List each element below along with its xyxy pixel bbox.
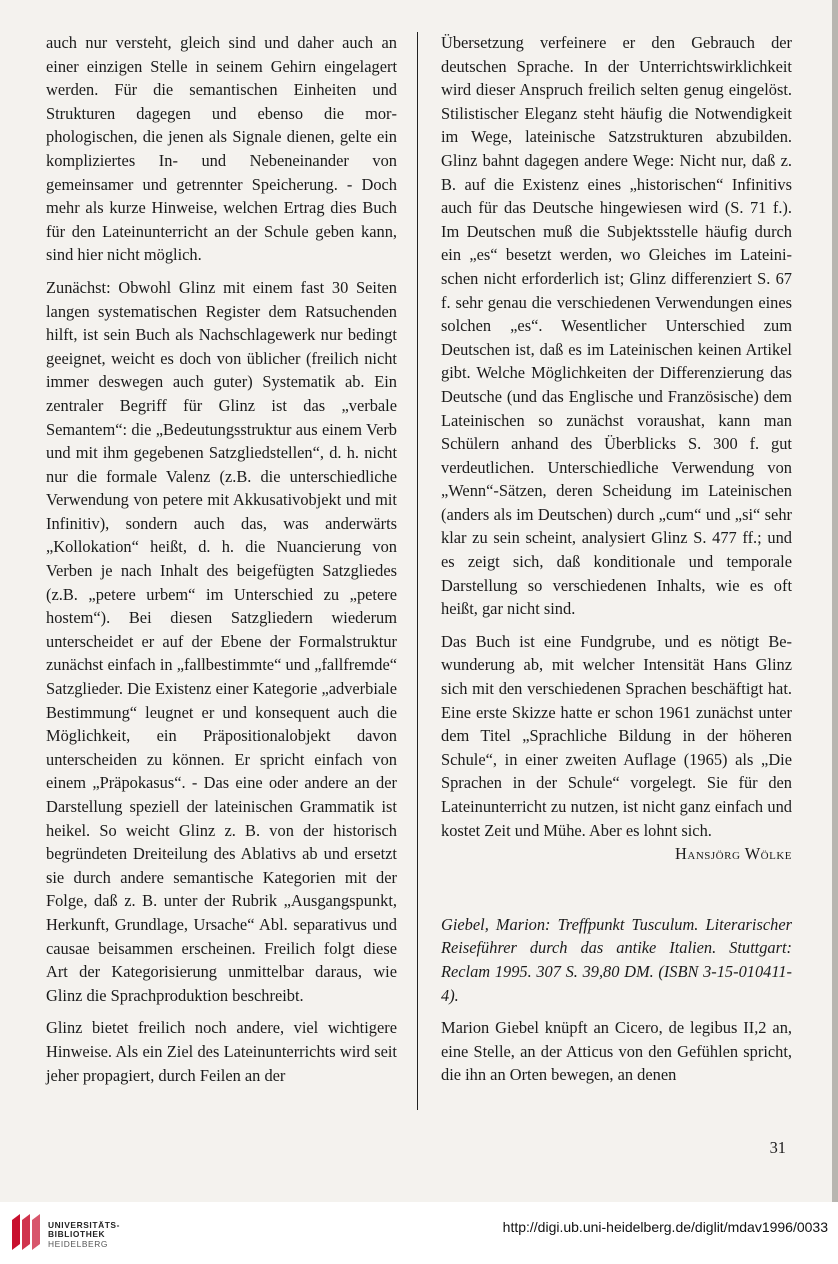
permalink-url[interactable]: http://digi.ub.uni-heidelberg.de/diglit/mdav1996/0033 xyxy=(502,1219,828,1235)
library-logo-icon xyxy=(8,1210,42,1254)
library-name-line: BIBLIOTHEK xyxy=(48,1229,106,1240)
paragraph: Übersetzung verfeinere er den Gebrauch der deutschen Sprache. In der Unterrichtswirklichkeit wird dieser Anspruch freilich selten genug eingelöst. Stilistischer Eleganz steht häufig die Notwendigkeit im Wege, lateinische Satzstrukturen abzubilden. Glinz bahnt dagegen andere Wege: Nicht nur, daß z. B. auf die Existenz eines „historischen“ Infinitivs auch für das Deutsche hingewiesen wird (S. 71 f.). Im Deutschen muß die Subjektsstelle häufig durch ein „es“ besetzt werden, wo Gleiches im Lateinischen nicht erforderlich ist; Glinz differenziert S. 67 f. sehr genau die verschiedenen Verwendungen eines solchen „es“. Wesentlicher Unterschied zum Deutschen ist, daß es im Lateinischen keinen Artikel gibt. Welche Möglichkeiten der Differenzierung das Deutsche (und das Englische und Französische) dem Lateinischen so zunächst voraushat, kann man Schülern anhand des Überblicks S. 300 f. gut verdeutlichen. Unterschiedliche Verwendung von „Wenn“-Sätzen, deren Scheidung im Lateinischen (anders als im Deutschen) durch „cum“ und „si“ sehr klar zu sein scheint, analysiert Glinz S. 477 ff.; und es zeigt sich, daß konditionale und temporale Darstellung so verschiedenen Inhalts, wie es oft heißt, gar nicht sind. xyxy=(441,33,792,619)
library-name-line: HEIDELBERG xyxy=(48,1238,108,1249)
column-divider xyxy=(417,32,418,1110)
library-name-line: UNIVERSITÄTS- xyxy=(48,1220,121,1230)
paragraph: Glinz bietet freilich noch andere, viel wichtigere Hinweise. Als ein Ziel des Lateinunterrichts wird seit jeher propagiert, durch Feilen an der xyxy=(46,1018,397,1085)
paragraph: Marion Giebel knüpft an Cicero, de legibus II,2 an, eine Stelle, an der Atticus von den Gefühlen spricht, die ihn an Orten bewegen, an denen xyxy=(441,1018,792,1085)
paragraph: auch nur versteht, gleich sind und daher auch an einer einzigen Stelle in seinem Gehirn eingelagert werden. Für die semantischen Einheiten und Strukturen dagegen und ebenso die morphologischen, die jenen als Signale dienen, gelte ein kompliziertes In- und Nebeneinander von gemeinsamer und getrennter Speicherung. - Doch mehr als kurze Hinweise, welchen Ertrag dies Buch für den Lateinunterricht an der Schule geben kann, sind hier nicht möglich. xyxy=(46,33,397,265)
left-column xyxy=(46,31,397,1087)
right-column xyxy=(441,31,792,1087)
viewer-footer xyxy=(0,1202,838,1264)
bibliography-entry: Giebel, Marion: Treffpunkt Tusculum. Literarischer Reiseführer durch das antike Italien. Stuttgart: Reclam 1995. 307 S. 39,80 DM. (ISBN 3-15-010411-4). xyxy=(441,914,792,1005)
section-gap xyxy=(441,875,792,913)
author-signature: Hansjörg Wölke xyxy=(675,844,792,864)
page-number: 31 xyxy=(769,1138,786,1157)
paragraph: Das Buch ist eine Fundgrube, und es nötigt Bewunderung ab, mit welcher Intensität Hans Glinz sich mit den verschiedenen Sprachen beschäftigt hat. Eine erste Skizze hatte er schon 1961 zunächst unter dem Titel „Sprachliche Bildung in der höheren Schule“, in einer zweiten Auflage (1965) als „Die Sprachen in der Schule“ vorgelegt. Sie für den Lateinunterricht zu nutzen, ist nicht ganz einfach und kostet Zeit und Mühe. Aber es lohnt sich. xyxy=(441,631,792,840)
paragraph: Zunächst: Obwohl Glinz mit einem fast 30 Seiten langen systematischen Register dem Ratsuchenden hilft, ist sein Buch als Nachschlagewerk nur bedingt geeignet, weicht es doch von üblicher (freilich nicht immer deswegen auch guter) Systematik ab. Ein zentraler Begriff für Glinz ist das „verbale Semantem“: die „Bedeutungsstruktur aus einem Verb und mit ihm gegebenen Satzgliedstellen“, d. h. nicht nur die formale Valenz (z.B. die unterschiedliche Verwendung von petere mit Akkusativobjekt und mit Infinitiv), sondern auch das, was anderwärts „Kollokation“ heißt, d. h. die Nuancierung von Verben je nach Inhalt des beigefügten Satzgliedes (z.B. „petere urbem“ im Unterschied zu „petere hostem“). Bei diesen Satzgliedern wiederum unterscheidet er auf der Ebene der Formalstruktur zunächst einfach in „fallbestimmte“ und „fallfremde“ Satzglieder. Die Existenz einer Kategorie „adverbiale Bestimmung“ leugnet er und konsequent auch die Möglichkeit, ein Präpositionalobjekt davon unterscheiden zu können. Er spricht einfach von einem „Präpokasus“. - Das eine oder andere an der Darstellung speziell der lateinischen Grammatik ist heikel. So weicht Glinz z. B. von der historisch begründeten Dreiteilung des Ablativs ab und ersetzt sie durch andere semantische Kategorien mit der Folge, daß z. B. unter der Rubrik „Ausgangspunkt, Herkunft, Grundlage, Ursache“ Abl. separativus und causae beisammen erscheinen. Freilich folgt diese Art der Kategorisierung unmittelbar daraus, wie Glinz die Sprachproduktion beschreibt. xyxy=(46,277,397,1005)
library-name xyxy=(48,1221,120,1249)
